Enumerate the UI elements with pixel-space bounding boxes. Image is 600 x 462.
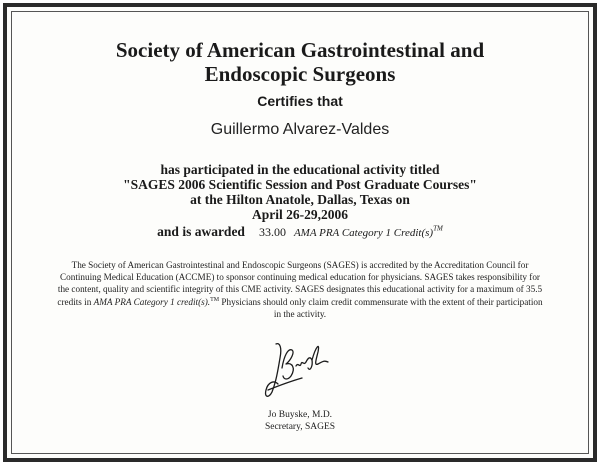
activity-dates: April 26-29,2006 [252,207,348,222]
organization-name-line2: Endoscopic Surgeons [204,62,396,86]
activity-location: at the Hilton Anatole, Dallas, Texas on [190,192,410,207]
signer-name: Jo Buyske, M.D. [267,410,333,420]
accreditation-statement [55,260,545,321]
accreditation-credit-unit: AMA PRA Category 1 credit(s). [93,297,211,308]
award-label: and is awarded [157,224,245,239]
award-credit-unit: AMA PRA Category 1 Credit(s) [293,227,434,239]
organization-name-line1: Society of American Gastrointestinal and [115,38,485,62]
accreditation-text-part1: The Society of American Gastrointestinal and Endoscopic Surgeons (SAGES) is accredited by the Accreditation Council for Continuing Medical Education (ACCME) to sponsor continuing medical education for physicians. SAGES takes responsibility for the content, quality and scientific integrity of this CME activity. SAGES designates this educational activity for a maximum of 35.5 credits in [57,260,543,308]
activity-title: "SAGES 2006 Scientific Session and Post Graduate Courses" [123,177,477,192]
signer-title: Secretary, SAGES [264,421,336,432]
certifies-heading: Certifies that [257,93,343,109]
award-trademark: TM [433,224,443,233]
accreditation-trademark: TM [210,297,220,304]
signer-block [0,410,600,433]
award-credits: 33.00 [258,225,286,239]
handwritten-signature [258,338,338,402]
recipient-name: Guillermo Alvarez-Valdes [210,121,390,138]
award-line [0,224,600,240]
activity-intro: has participated in the educational activity titled [160,162,440,177]
accreditation-text-part2: Physicians should only claim credit commensurate with the extent of their participation in the activity. [219,297,543,320]
